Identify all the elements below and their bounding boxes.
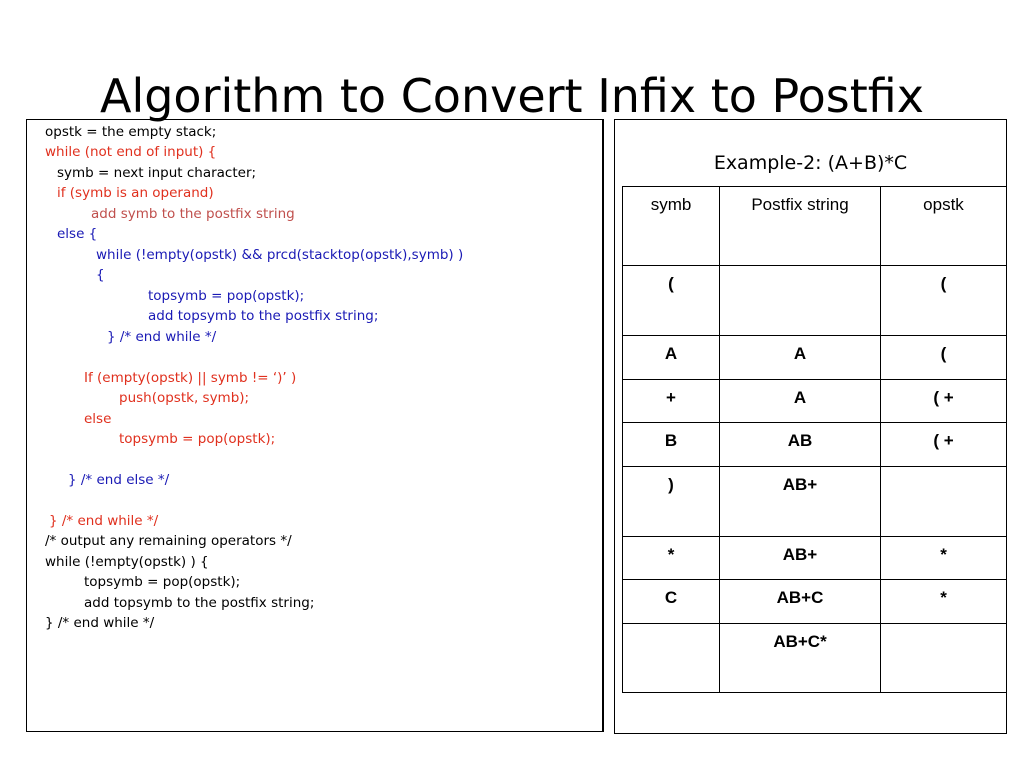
slide-title: Algorithm to Convert Infix to Postfix xyxy=(99,69,924,123)
table-row xyxy=(623,380,1007,423)
table-row xyxy=(623,624,1007,693)
code-line-1: opstk = the empty stack; xyxy=(45,124,217,140)
header-postfix: Postfix string xyxy=(720,187,881,266)
cell-symb: * xyxy=(623,537,720,580)
code-line-22: } /* end while */ xyxy=(45,615,155,631)
code-line-10: add topsymb to the postfix string; xyxy=(148,308,379,324)
cell-opstk: * xyxy=(881,580,1007,624)
header-symb: symb xyxy=(623,187,720,266)
code-line-5: add symb to the postfix string xyxy=(91,206,295,222)
code-line-11: } /* end while */ xyxy=(107,329,217,345)
code-line-7: while (!empty(opstk) && prcd(stacktop(opstk),symb) ) xyxy=(96,247,464,263)
cell-opstk xyxy=(881,467,1007,537)
code-line-16: } /* end else */ xyxy=(68,472,170,488)
table-header-row xyxy=(623,187,1007,266)
code-line-17: } /* end while */ xyxy=(49,513,159,529)
cell-opstk: * xyxy=(881,537,1007,580)
code-line-6: else { xyxy=(57,226,98,242)
code-line-20: topsymb = pop(opstk); xyxy=(84,574,241,590)
table-row xyxy=(623,266,1007,336)
table-row xyxy=(623,537,1007,580)
cell-postfix: AB+C* xyxy=(720,624,881,693)
code-line-21: add topsymb to the postfix string; xyxy=(84,595,315,611)
algorithm-panel xyxy=(26,119,604,732)
cell-opstk: ( xyxy=(881,266,1007,336)
cell-symb: + xyxy=(623,380,720,423)
code-line-2: while (not end of input) { xyxy=(45,144,217,160)
code-line-14: else xyxy=(84,411,112,427)
code-line-12: If (empty(opstk) || symb != ‘)’ ) xyxy=(84,370,297,386)
cell-symb: C xyxy=(623,580,720,624)
table-row xyxy=(623,336,1007,380)
cell-symb: A xyxy=(623,336,720,380)
table-row xyxy=(623,423,1007,467)
table-row xyxy=(623,467,1007,537)
cell-symb: B xyxy=(623,423,720,467)
cell-opstk xyxy=(881,624,1007,693)
example-title: Example-2: (A+B)*C xyxy=(713,152,908,174)
table-row xyxy=(623,580,1007,624)
cell-postfix: AB+ xyxy=(720,537,881,580)
cell-postfix: A xyxy=(720,336,881,380)
cell-symb: ( xyxy=(623,266,720,336)
code-line-4: if (symb is an operand) xyxy=(57,185,214,201)
header-opstk: opstk xyxy=(881,187,1007,266)
code-line-9: topsymb = pop(opstk); xyxy=(148,288,305,304)
cell-postfix: A xyxy=(720,380,881,423)
code-line-18: /* output any remaining operators */ xyxy=(45,533,292,549)
code-line-8: { xyxy=(96,267,105,283)
cell-postfix: AB+C xyxy=(720,580,881,624)
cell-opstk: ( + xyxy=(881,423,1007,467)
cell-postfix: AB xyxy=(720,423,881,467)
code-line-19: while (!empty(opstk) ) { xyxy=(45,554,209,570)
code-line-13: push(opstk, symb); xyxy=(119,390,250,406)
code-line-15: topsymb = pop(opstk); xyxy=(119,431,276,447)
cell-postfix: AB+ xyxy=(720,467,881,537)
cell-opstk: ( xyxy=(881,336,1007,380)
cell-postfix xyxy=(720,266,881,336)
trace-table xyxy=(622,186,1007,693)
cell-opstk: ( + xyxy=(881,380,1007,423)
cell-symb: ) xyxy=(623,467,720,537)
code-line-3: symb = next input character; xyxy=(57,165,257,181)
cell-symb xyxy=(623,624,720,693)
